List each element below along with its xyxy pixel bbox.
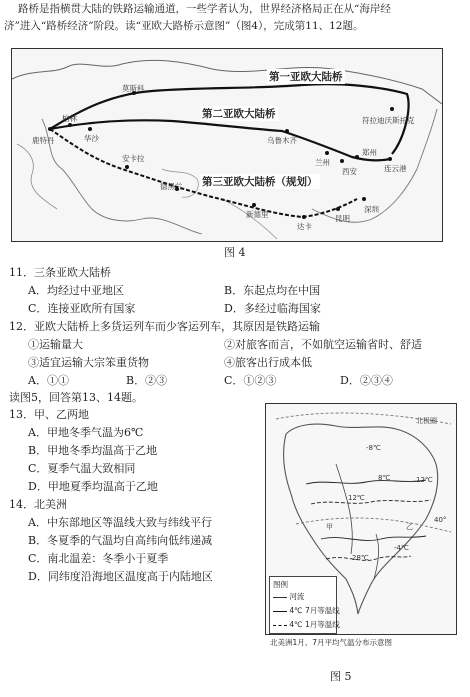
- temp-label-neg8: -8℃: [366, 444, 381, 452]
- q11-option-c: C．连接亚欧所有国家: [28, 302, 136, 315]
- dot-ankara: [125, 165, 129, 169]
- q12-item-1: ①运输量大: [28, 338, 83, 351]
- q12-item-4: ④旅客出行成本低: [224, 356, 312, 369]
- q14-option-b: B．冬夏季的气温均自高纬向低纬递减: [28, 534, 213, 547]
- legend-river: [273, 591, 304, 602]
- temp-label-neg4: -4℃: [394, 544, 409, 552]
- temp-label-28: 28℃: [352, 554, 369, 562]
- eurasia-bridge-map: [11, 48, 443, 242]
- west-coast: [17, 144, 57, 209]
- legend-title: 图例: [273, 580, 288, 589]
- river-2: [374, 534, 379, 579]
- q11-option-a: A．均经过中亚地区: [28, 284, 124, 297]
- q11-stem: 11．三条亚欧大陆桥: [9, 266, 111, 279]
- city-rotterdam: 鹿特丹: [32, 136, 55, 145]
- latitude-40-line: [296, 518, 451, 532]
- legend-jan-isotherm: [273, 619, 340, 630]
- legend-july-isotherm: [273, 605, 340, 616]
- q13-option-d: D．甲地夏季均温高于乙地: [28, 480, 158, 493]
- dot-lanzhou: [325, 151, 329, 155]
- location-jia: 甲: [326, 523, 333, 531]
- isotherm-jan-1: [311, 500, 431, 504]
- temp-label-12-b: 12℃: [416, 476, 433, 484]
- dot-shenzhen: [362, 197, 366, 201]
- isotherm-july-1: [306, 480, 426, 484]
- third-bridge-label: 第三亚欧大陆桥（规划）: [202, 176, 318, 188]
- q12-option-c: C．①②③: [224, 374, 277, 387]
- q13-option-a: A．甲地冬季气温为6℃: [28, 426, 144, 439]
- q13-stem: 13．甲、乙两地: [9, 408, 89, 421]
- dot-warsaw: [88, 127, 92, 131]
- dot-dhaka: [302, 215, 306, 219]
- q13-option-b: B．甲地冬季均温高于乙地: [28, 444, 158, 457]
- city-zhengzhou: 郑州: [362, 148, 377, 157]
- river-1: [336, 464, 352, 554]
- arctic-coast: [12, 60, 442, 104]
- q14-option-d: D．同纬度沿海地区温度高于内陆地区: [28, 570, 213, 583]
- city-ankara: 安卡拉: [122, 154, 145, 163]
- figure-4-caption: 图 4: [224, 246, 246, 259]
- dot-newdelhi: [252, 203, 256, 207]
- q12-option-a: A．①①: [28, 374, 69, 387]
- city-shenzhen: 深圳: [364, 205, 379, 214]
- city-berlin: 柏林: [62, 114, 77, 123]
- legend-july-text: 4℃ 7月等温线: [289, 606, 340, 615]
- q12-stem: 12．亚欧大陆桥上多货运列车而少客运列车，其原因是铁路运输: [9, 320, 320, 333]
- location-yi: 乙: [406, 523, 413, 531]
- legend-jan-text: 4℃ 1月等温线: [289, 620, 340, 629]
- q12-item-2: ②对旅客而言，不如航空运输省时、舒适: [224, 338, 422, 351]
- dot-zhengzhou: [355, 155, 359, 159]
- q14-stem: 14．北美洲: [9, 498, 67, 511]
- q14-option-c: C．南北温差：冬季小于夏季: [28, 552, 169, 565]
- legend-jan-line-icon: [273, 625, 287, 626]
- q12-option-d: D．②③④: [340, 374, 393, 387]
- q11-option-b: B．东起点均在中国: [224, 284, 321, 297]
- city-moscow: 莫斯科: [122, 84, 145, 93]
- figure-5-caption: 图 5: [330, 670, 352, 683]
- city-lanzhou: 兰州: [315, 158, 330, 167]
- city-newdelhi: 新德里: [246, 210, 269, 219]
- q12-item-3: ③适宜运输大宗笨重货物: [28, 356, 149, 369]
- second-bridge-label: 第二亚欧大陆桥: [202, 108, 276, 120]
- intro-line-2: 济”进入“路桥经济”阶段。读“亚欧大路桥示意图”（图4），完成第11、12题。: [4, 20, 364, 32]
- city-urumqi: 乌鲁木齐: [267, 136, 297, 145]
- intro-line-1: 路桥是指横贯大陆的铁路运输通道，一些学者认为，世界经济格局正在从“海岸经: [18, 3, 391, 15]
- dot-vladivostok: [390, 107, 394, 111]
- dot-lianyungang: [388, 157, 392, 161]
- map-legend: [269, 576, 340, 634]
- city-dhaka: 达卡: [297, 222, 312, 231]
- temp-label-12-a: 12℃: [348, 494, 365, 502]
- figure-5-subcaption: 北美洲1月、7月平均气温分布示意图: [270, 638, 393, 647]
- legend-river-line-icon: [273, 597, 287, 598]
- city-tehran: 德黑兰: [160, 182, 183, 191]
- q14-option-a: A．中东部地区等温线大致与纬线平行: [28, 516, 212, 529]
- dot-rotterdam: [48, 127, 52, 131]
- north-america-temperature-map: [265, 403, 457, 635]
- europe-coast: [42, 119, 202, 234]
- city-warsaw: 华沙: [84, 134, 99, 143]
- dot-kunming: [336, 207, 340, 211]
- read-figure-5: 读图5，回答第13、14题。: [9, 391, 143, 404]
- city-xian: 西安: [342, 167, 357, 176]
- arctic-circle-label: 北极圈: [416, 417, 437, 425]
- latitude-40-label: 40°: [434, 516, 447, 524]
- q11-option-d: D．多经过临海国家: [224, 302, 321, 315]
- dot-xian: [340, 159, 344, 163]
- dot-urumqi: [285, 129, 289, 133]
- city-kunming: 昆明: [335, 214, 350, 223]
- legend-river-text: 河流: [289, 592, 305, 601]
- temp-label-8: 8℃: [378, 474, 391, 482]
- city-lianyungang: 连云港: [384, 164, 407, 173]
- second-bridge-line: [50, 120, 390, 160]
- legend-july-line-icon: [273, 611, 287, 612]
- q12-option-b: B．②③: [126, 374, 168, 387]
- first-bridge-label: 第一亚欧大陆桥: [269, 71, 343, 83]
- q13-option-c: C．夏季气温大致相同: [28, 462, 136, 475]
- city-vladivostok: 符拉迪沃斯托克: [362, 116, 415, 125]
